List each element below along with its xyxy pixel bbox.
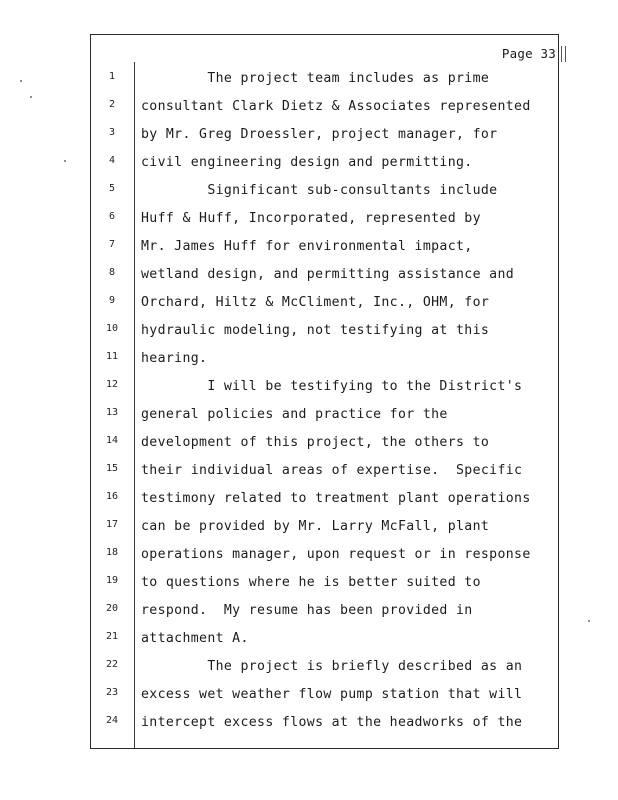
scan-speck xyxy=(30,96,32,98)
transcript-line: hearing. xyxy=(141,351,208,366)
transcript-line: attachment A. xyxy=(141,631,249,646)
line-number: 16 xyxy=(105,491,119,502)
line-number: 1 xyxy=(108,71,116,82)
transcript-line: Orchard, Hiltz & McCliment, Inc., OHM, for xyxy=(141,295,490,310)
line-number: 11 xyxy=(105,351,119,362)
transcript-line: civil engineering design and permitting. xyxy=(141,155,473,170)
line-number: 23 xyxy=(105,687,119,698)
line-number: 19 xyxy=(105,575,119,586)
page-edge-mark xyxy=(561,46,566,62)
line-number: 9 xyxy=(108,295,116,306)
scan-speck xyxy=(20,80,22,82)
line-number: 8 xyxy=(108,267,116,278)
line-number: 24 xyxy=(105,715,119,726)
transcript-line: I will be testifying to the District's xyxy=(141,379,523,394)
transcript-line: their individual areas of expertise. Specific xyxy=(141,463,523,478)
transcript-line: respond. My resume has been provided in xyxy=(141,603,473,618)
transcript-line: Mr. James Huff for environmental impact, xyxy=(141,239,473,254)
transcript-line: testimony related to treatment plant operations xyxy=(141,491,531,506)
line-number: 5 xyxy=(108,183,116,194)
transcript-line: to questions where he is better suited to xyxy=(141,575,481,590)
line-number: 2 xyxy=(108,99,116,110)
transcript-line: can be provided by Mr. Larry McFall, plant xyxy=(141,519,490,534)
transcript-line: wetland design, and permitting assistance and xyxy=(141,267,515,282)
line-number: 18 xyxy=(105,547,119,558)
transcript-line: general policies and practice for the xyxy=(141,407,448,422)
transcript-line: hydraulic modeling, not testifying at this xyxy=(141,323,490,338)
line-number: 4 xyxy=(108,155,116,166)
transcript-line: intercept excess flows at the headworks of the xyxy=(141,715,523,730)
line-number: 10 xyxy=(105,323,119,334)
line-number: 15 xyxy=(105,463,119,474)
page-number: Page 33 xyxy=(501,46,556,61)
transcript-line: Significant sub-consultants include xyxy=(141,183,498,198)
transcript-line: Huff & Huff, Incorporated, represented by xyxy=(141,211,481,226)
line-number: 7 xyxy=(108,239,116,250)
line-number: 21 xyxy=(105,631,119,642)
line-number: 20 xyxy=(105,603,119,614)
line-number-margin-rule xyxy=(134,62,135,748)
scan-speck xyxy=(588,620,590,622)
line-number: 22 xyxy=(105,659,119,670)
line-number: 17 xyxy=(105,519,119,530)
transcript-line: consultant Clark Dietz & Associates represented xyxy=(141,99,531,114)
transcript-line: The project team includes as prime xyxy=(141,71,490,86)
line-number: 14 xyxy=(105,435,119,446)
line-number: 12 xyxy=(105,379,119,390)
transcript-line: excess wet weather flow pump station that will xyxy=(141,687,523,702)
transcript-line: operations manager, upon request or in response xyxy=(141,547,531,562)
scan-speck xyxy=(64,160,66,162)
transcript-line: development of this project, the others to xyxy=(141,435,490,450)
transcript-line: The project is briefly described as an xyxy=(141,659,523,674)
transcript-line: by Mr. Greg Droessler, project manager, for xyxy=(141,127,498,142)
line-number: 6 xyxy=(108,211,116,222)
line-number: 3 xyxy=(108,127,116,138)
line-number: 13 xyxy=(105,407,119,418)
